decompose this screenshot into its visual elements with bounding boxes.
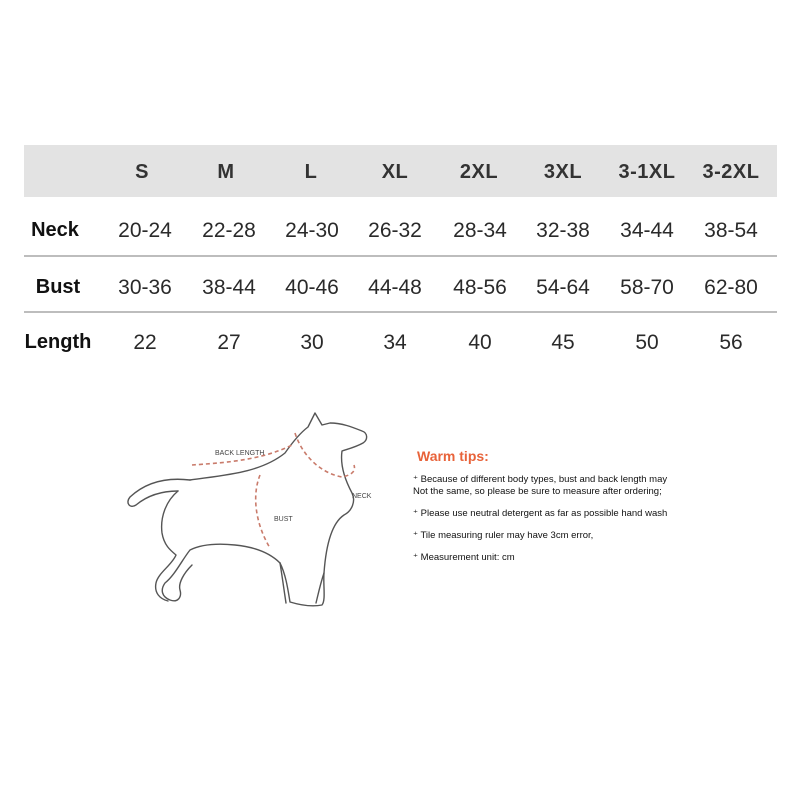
table-cell: 44-48 — [368, 276, 422, 299]
tip-text: Tile measuring ruler may have 3cm error, — [420, 530, 594, 541]
bust-label: BUST — [274, 516, 293, 523]
tip-text: Because of different body types, bust and back length may — [420, 474, 668, 485]
sparkle-icon: ⁺ — [413, 474, 421, 485]
row-divider — [24, 255, 777, 257]
table-cell: 34 — [383, 331, 407, 354]
table-cell: 22-28 — [202, 219, 256, 242]
tip-text: Please use neutral detergent as far as possible hand wash — [420, 508, 668, 519]
table-cell: 34-44 — [620, 219, 674, 242]
sparkle-icon: ⁺ — [413, 530, 421, 541]
table-cell: 30 — [300, 331, 324, 354]
table-cell: 40-46 — [285, 276, 339, 299]
tip-text: Not the same, so please be sure to measure after ordering; — [413, 486, 662, 497]
table-cell: 62-80 — [704, 276, 758, 299]
tip-item — [413, 530, 703, 542]
tips-title: Warm tips: — [417, 448, 489, 464]
row-label-neck: Neck — [31, 219, 79, 241]
row-label-bust: Bust — [35, 276, 81, 298]
table-cell: 30-36 — [118, 276, 172, 299]
table-cell: 24-30 — [285, 219, 339, 242]
table-cell: 48-56 — [453, 276, 507, 299]
sparkle-icon: ⁺ — [413, 552, 421, 563]
size-header-xl: XL — [381, 161, 409, 183]
size-header-row — [24, 145, 777, 197]
row-divider — [24, 311, 777, 313]
table-cell: 40 — [468, 331, 492, 354]
table-cell: 20-24 — [118, 219, 172, 242]
dog-measurement-diagram — [120, 405, 390, 615]
table-cell: 38-44 — [202, 276, 256, 299]
table-cell: 38-54 — [704, 219, 758, 242]
neck-line — [295, 433, 355, 477]
table-cell: 32-38 — [536, 219, 590, 242]
size-header-m: M — [217, 161, 235, 183]
table-cell: 56 — [719, 331, 743, 354]
size-header-3-1xl: 3-1XL — [618, 161, 676, 183]
sparkle-icon: ⁺ — [413, 508, 421, 519]
table-cell: 22 — [133, 331, 157, 354]
table-cell: 28-34 — [453, 219, 507, 242]
size-header-3xl: 3XL — [543, 161, 583, 183]
table-cell: 54-64 — [536, 276, 590, 299]
tip-item — [413, 474, 703, 498]
neck-label: NECK — [352, 493, 372, 500]
table-cell: 26-32 — [368, 219, 422, 242]
back-length-label: BACK LENGTH — [215, 450, 265, 457]
warm-tips — [413, 448, 703, 574]
dog-outline — [128, 413, 367, 606]
row-label-length: Length — [24, 331, 92, 353]
size-header-2xl: 2XL — [459, 161, 499, 183]
size-header-l: L — [304, 161, 318, 183]
tip-text: Measurement unit: cm — [420, 552, 515, 563]
size-header-s: S — [135, 161, 149, 183]
table-cell: 58-70 — [620, 276, 674, 299]
table-cell: 27 — [217, 331, 241, 354]
bust-line — [256, 475, 270, 548]
size-header-3-2xl: 3-2XL — [702, 161, 760, 183]
tip-item — [413, 552, 703, 564]
table-cell: 45 — [551, 331, 575, 354]
size-table — [24, 145, 777, 354]
table-cell: 50 — [635, 331, 659, 354]
tip-item — [413, 508, 703, 520]
